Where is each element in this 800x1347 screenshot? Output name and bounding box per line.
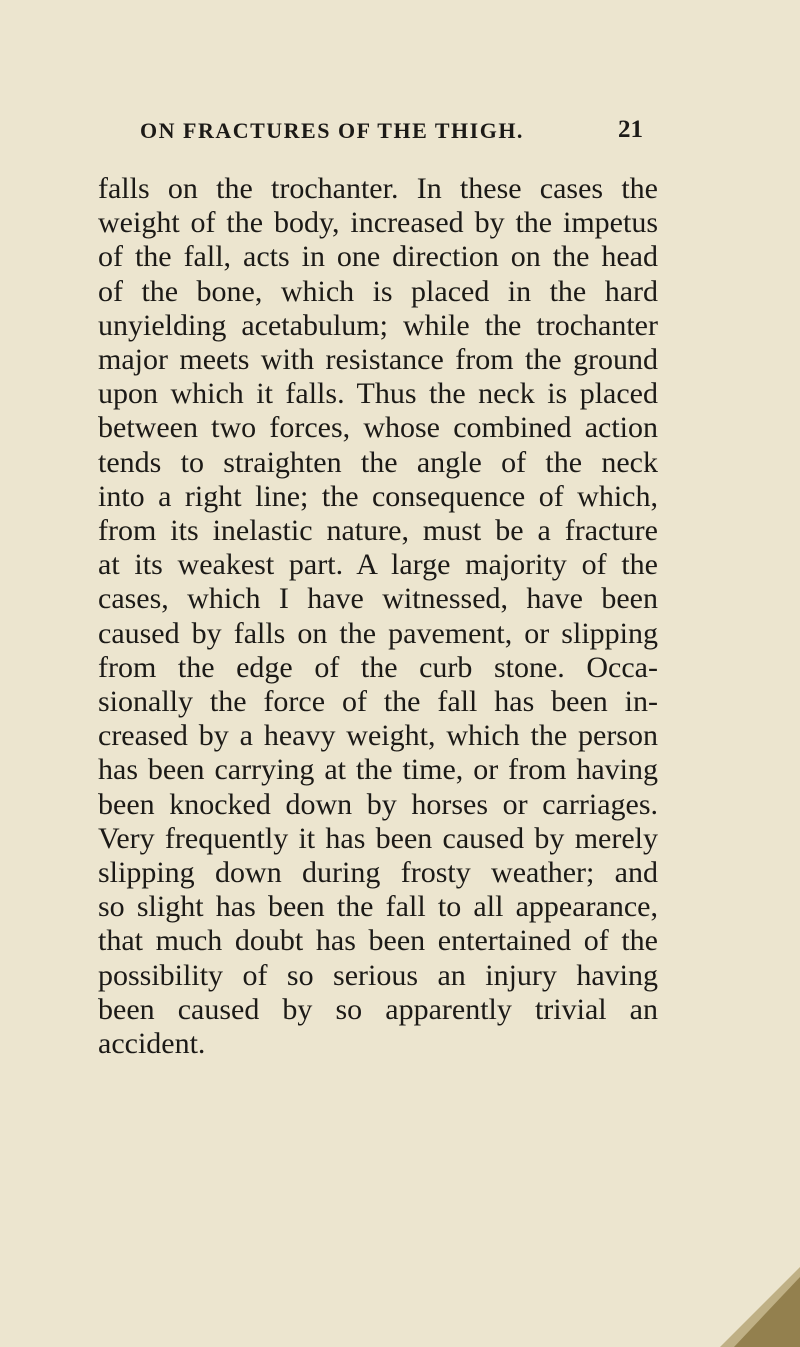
text-line: slipping down during frosty weather; and xyxy=(98,856,658,890)
text-line: tends to straighten the angle of the neck xyxy=(98,445,658,479)
text-line: so slight has been the fall to all appearance, xyxy=(98,890,658,924)
text-line: cases, which I have witnessed, have been xyxy=(98,582,658,616)
text-line: upon which it falls. Thus the neck is placed xyxy=(98,377,658,411)
text-line: at its weakest part. A large majority of the xyxy=(98,548,658,582)
text-line: weight of the body, increased by the impetus xyxy=(98,206,658,240)
text-line: into a right line; the consequence of which, xyxy=(98,479,658,513)
text-line: creased by a heavy weight, which the person xyxy=(98,719,658,753)
text-line: sionally the force of the fall has been in- xyxy=(98,685,658,719)
text-line: has been carrying at the time, or from having xyxy=(98,753,658,787)
text-line: Very frequently it has been caused by merely xyxy=(98,821,658,855)
text-line: from its inelastic nature, must be a fracture xyxy=(98,514,658,548)
text-line: that much doubt has been entertained of the xyxy=(98,924,658,958)
text-line: been caused by so apparently trivial an xyxy=(98,992,658,1026)
text-line: between two forces, whose combined action xyxy=(98,411,658,445)
text-line: caused by falls on the pavement, or slipping xyxy=(98,616,658,650)
text-line: accident. xyxy=(98,1027,206,1061)
text-line: of the fall, acts in one direction on the head xyxy=(98,240,658,274)
page-corner-fold xyxy=(720,1267,800,1347)
body-text xyxy=(98,172,658,1061)
text-line: falls on the trochanter. In these cases the xyxy=(98,172,658,205)
text-line: of the bone, which is placed in the hard xyxy=(98,274,658,308)
text-line: unyielding acetabulum; while the trochanter xyxy=(98,308,658,342)
text-line: from the edge of the curb stone. Occa- xyxy=(98,650,658,684)
page-number: 21 xyxy=(618,116,643,143)
text-line: major meets with resistance from the ground xyxy=(98,343,658,377)
running-header: ON FRACTURES OF THE THIGH. xyxy=(140,118,524,143)
text-line: been knocked down by horses or carriages. xyxy=(98,787,658,821)
text-line: possibility of so serious an injury having xyxy=(98,958,658,992)
